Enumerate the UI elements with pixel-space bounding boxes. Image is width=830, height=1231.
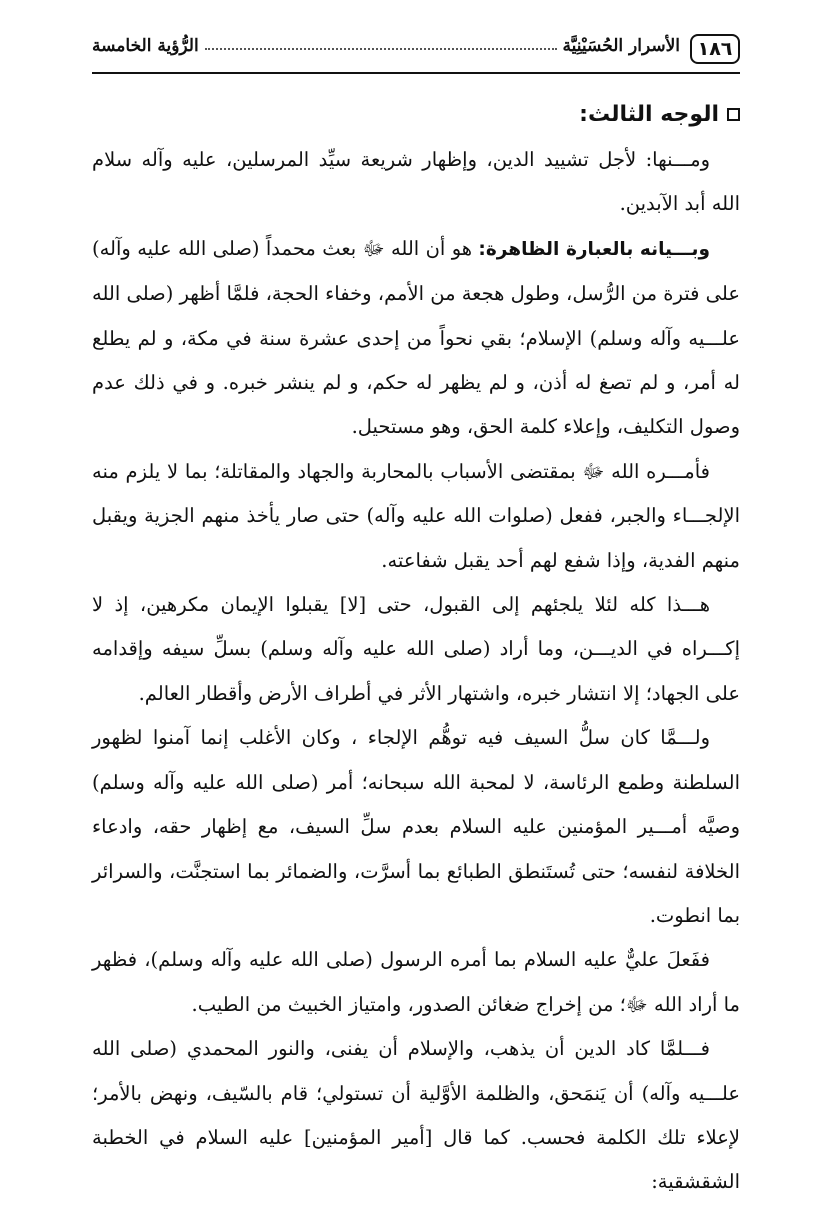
paragraph-lead: وبـــيانه بالعبارة الظاهرة: — [478, 238, 710, 260]
paragraph-5 — [92, 716, 740, 938]
paragraph-4 — [92, 583, 740, 716]
section-heading — [92, 82, 740, 138]
paragraph-6 — [92, 938, 740, 1027]
paragraph-text: هو أن الله ﷻ بعث محمداً (صلى الله عليه وآله) على فترة من الرُّسل، وطول هجعة من الأمم، وخفاء الحجة، فلمَّا أظهر (صلى الله علـــيه وآله وسلم) الإسلام؛ بقي نحواً من إحدى عشرة سنة في مكة، و لم يطلع له أمر، و لم تصغ له أذن، و لم يظهر له حكم، و لم ينشر خبره. و في ذلك عدم وصول التكليف، وإعلاء كلمة الحق، وهو مستحيل. — [92, 236, 740, 439]
paragraph-1 — [92, 138, 740, 227]
page-body — [92, 82, 740, 1205]
paragraph-text: فأمـــره الله ﷻ بمقتضى الأسباب بالمحاربة والجهاد والمقاتلة؛ بما لا يلزم منه الإلجـــاء والجبر، ففعل (صلوات الله عليه وآله) حتى صار يأخذ منهم الجزية ويقبل منهم الفدية، وإذا شفع لهم أحد يقبل شفاعته. — [92, 459, 740, 572]
paragraph-text: فـــلمَّا كاد الدين أن يذهب، والإسلام أن يفنى، والنور المحمدي (صلى الله علـــيه وآله) أن يَنمَحق، والظلمة الأوَّلية أن تستولي؛ قام بالسّيف، ونهض بالأمر؛ لإعلاء تلك الكلمة فحسب. كما قال [أمير المؤمنين] عليه السلام في الخطبة الشقشقية: — [92, 1037, 741, 1194]
running-title — [92, 36, 680, 56]
section-heading-text: الوجه الثالث: — [579, 101, 719, 127]
paragraph-text: ولـــمَّا كان سلُّ السيف فيه توهُّم الإلجاء ، وكان الأغلب إنما آمنوا لظهور السلطنة وطمع الرئاسة، لا لمحبة الله سبحانه؛ أمر (صلى الله عليه وآله وسلم) وصيَّه أمـــير المؤمنين عليه السلام بعدم سلِّ السيف، مع إظهار حقه، وادعاء الخلافة لنفسه؛ حتى تُستَنطق الطبائع بما أسرَّت، والضمائر بما استجنَّت، والسرائر بما انطوت. — [92, 726, 740, 927]
paragraph-text: هـــذا كله لئلا يلجئهم إلى القبول، حتى [لا] يقبلوا الإيمان مكرهين، إذ لا إكـــراه في الديـــن، وما أراد (صلى الله عليه وآله وسلم) بسلِّ سيفه وإقدامه على الجهاد؛ إلا انتشار خبره، واشتهار الأثر في أطراف الأرض وأقطار العالم. — [92, 593, 740, 705]
header-rule — [92, 72, 740, 74]
paragraph-3 — [92, 450, 740, 583]
paragraph-7 — [92, 1027, 740, 1205]
dotted-leader — [205, 48, 557, 50]
chapter-title: الرُّؤية الخامسة — [92, 36, 199, 56]
paragraph-2 — [92, 227, 740, 450]
book-title: الأسرار الحُسَيْنِيَّة — [562, 36, 680, 56]
page-header — [92, 28, 740, 74]
paragraph-text: ومـــنها: لأجل تشييد الدين، وإظهار شريعة سيِّد المرسلين، عليه وآله سلام الله أبد الآبدين. — [92, 148, 740, 216]
page-number: ١٨٦ — [690, 34, 740, 64]
paragraph-text: ففَعلَ عليٌّ عليه السلام بما أمره الرسول (صلى الله عليه وآله وسلم)، فظهر ما أراد الله ﷻ؛ من إخراج ضغائن الصدور، وامتياز الخبيث من الطيب. — [92, 948, 740, 1016]
square-bullet-icon — [727, 108, 740, 121]
